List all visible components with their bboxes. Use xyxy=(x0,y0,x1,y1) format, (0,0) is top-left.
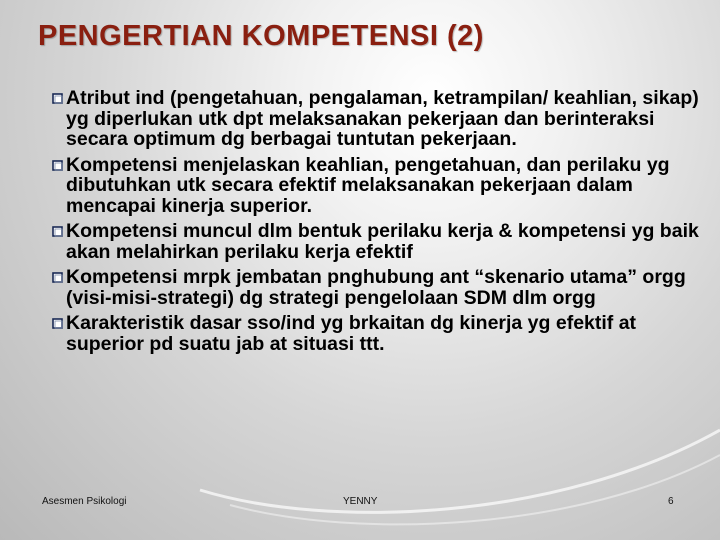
bullet-text: Karakteristik dasar sso/ind yg brkaitan dg kinerja yg efektif at superior pd suatu jab at situasi ttt. xyxy=(66,312,637,355)
bullet-item-2 xyxy=(52,155,702,217)
bullet-list xyxy=(52,88,702,359)
hollow-square-bullet-icon xyxy=(52,226,63,237)
bullet-item-4 xyxy=(52,267,702,308)
footer-course-name: Asesmen Psikologi xyxy=(42,496,127,507)
hollow-square-bullet-icon xyxy=(52,93,63,104)
bullet-item-3 xyxy=(52,221,702,262)
slide-title: PENGERTIAN KOMPETENSI (2) xyxy=(38,20,484,52)
hollow-square-bullet-icon xyxy=(52,272,63,283)
bullet-text: Kompetensi menjelaskan keahlian, pengetahuan, dan perilaku yg dibutuhkan utk secara efektif melaksanakan pekerjaan dalam mencapai kinerja superior. xyxy=(66,153,670,217)
hollow-square-bullet-icon xyxy=(52,160,63,171)
footer-page-number: 6 xyxy=(668,496,674,507)
bullet-item-1 xyxy=(52,88,702,150)
bullet-text: Kompetensi muncul dlm bentuk perilaku kerja & kompetensi yg baik akan melahirkan perilaku kerja efektif xyxy=(66,220,699,263)
footer-author: YENNY xyxy=(343,496,378,507)
bullet-item-5 xyxy=(52,313,702,354)
bullet-text: Kompetensi mrpk jembatan pnghubung ant “skenario utama” orgg (visi-misi-strategi) dg strategi pengelolaan SDM dlm orgg xyxy=(66,266,686,309)
hollow-square-bullet-icon xyxy=(52,318,63,329)
bullet-text: Atribut ind (pengetahuan, pengalaman, ketrampilan/ keahlian, sikap) yg diperlukan utk dpt melaksanakan pekerjaan dan berinteraksi secara optimum dg berbagai tuntutan pekerjaan. xyxy=(66,87,699,150)
